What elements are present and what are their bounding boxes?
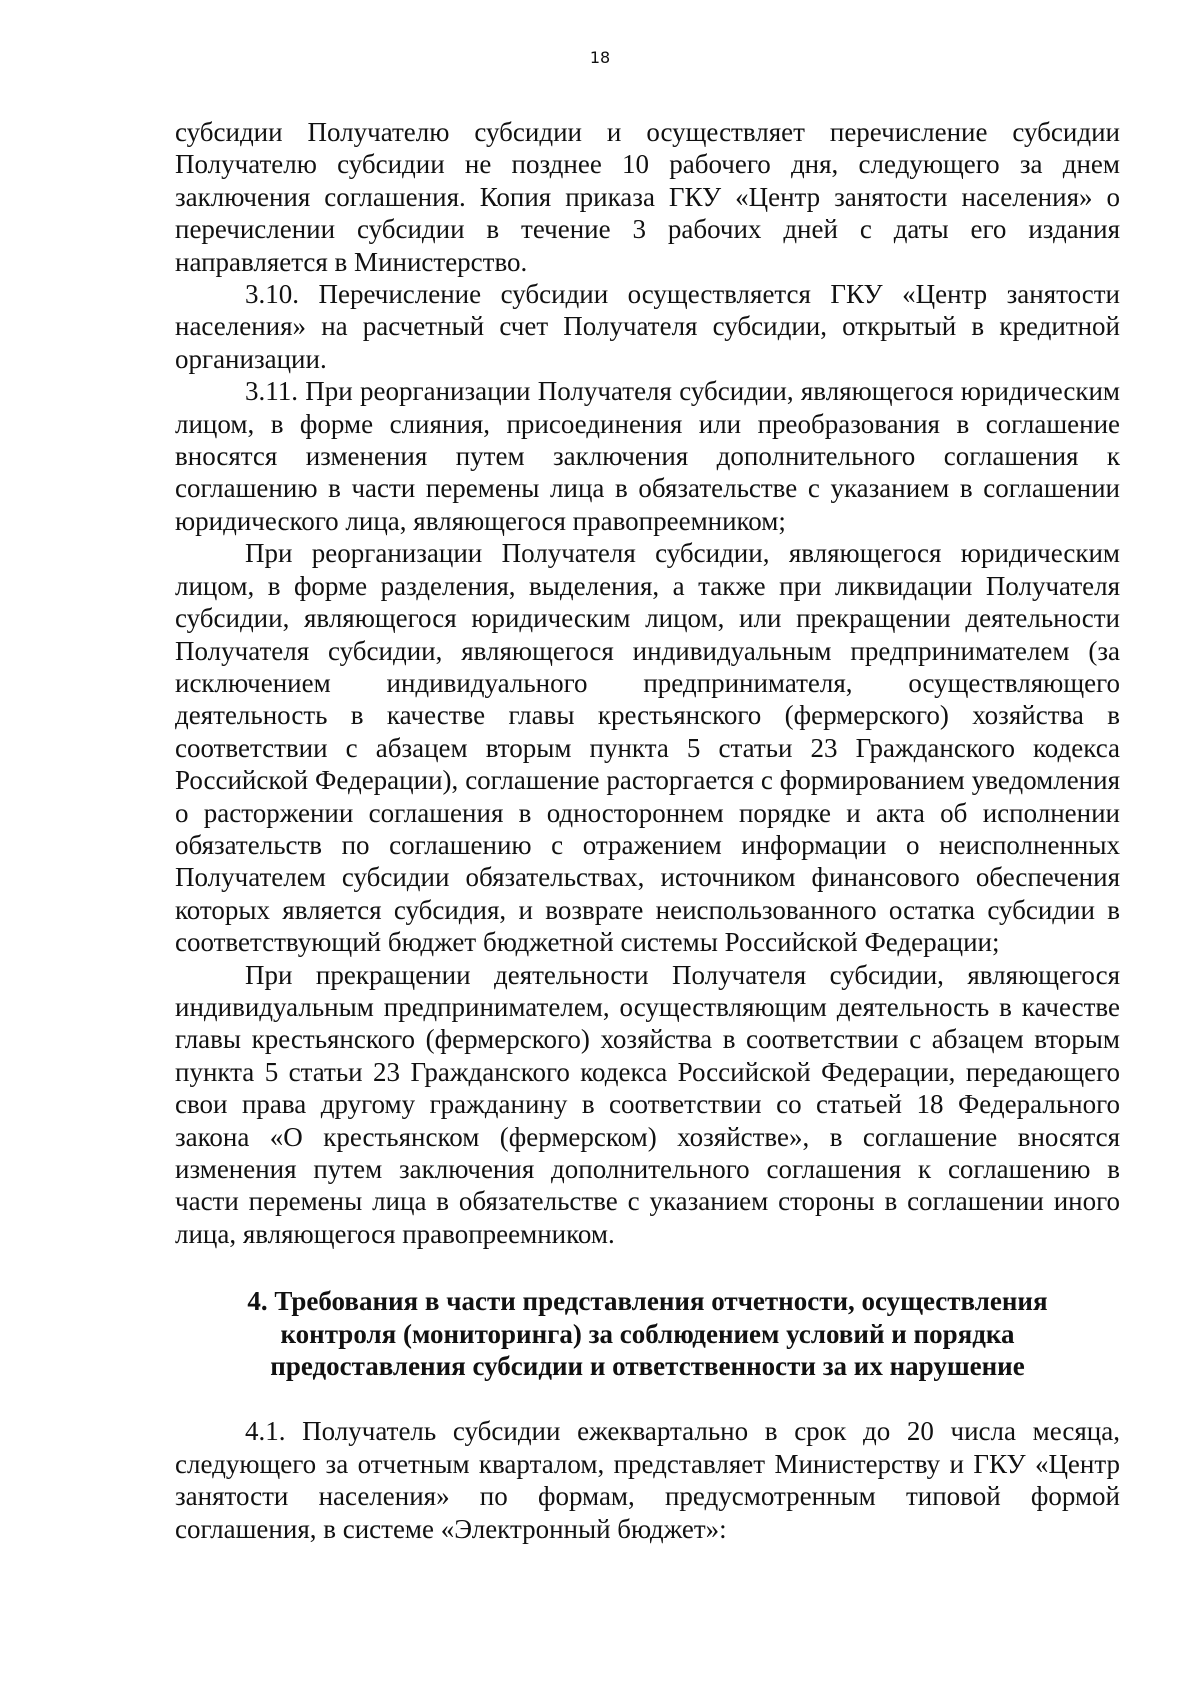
paragraph-3-11: 3.11. При реорганизации Получателя субсидии, являющегося юридическим лицом, в форме слияния, присоединения или преобразования в соглашение вносятся изменения путем заключения дополнительного соглашения к соглашению в части перемены лица в обязательстве с указанием в соглашении юридического лица, являющегося правопреемником; [175,376,1120,536]
document-body [175,116,1120,1545]
paragraph-reorganization: При реорганизации Получателя субсидии, являющегося юридическим лицом, в форме разделения, выделения, а также при ликвидации Получателя субсидии, являющегося юридическим лицом, или прекращении деятельности Получателя субсидии, являющегося индивидуальным предпринимателем (за исключением индивидуального предпринимателя, осуществляющего деятельность в качестве главы крестьянского (фермерского) хозяйства в соответствии с абзацем вторым пункта 5 статьи 23 Гражданского кодекса Российской Федерации), соглашение расторгается с формированием уведомления о расторжении соглашения в одностороннем порядке и акта об исполнении обязательств по соглашению с отражением информации о неисполненных Получателем субсидии обязательствах, источником финансового обеспечения которых является субсидия, и возврате неиспользованного остатка субсидии в соответствующий бюджет бюджетной системы Российской Федерации; [175,538,1120,958]
section-heading [205,1285,1090,1382]
page-number: 18 [589,48,611,67]
section-heading-line: контроля (мониторинга) за соблюдением условий и порядка [280,1318,1015,1349]
paragraph-4-1: 4.1. Получатель субсидии ежеквартально в срок до 20 числа месяца, следующего за отчетным кварталом, представляет Министерству и ГКУ «Центр занятости населения» по формам, предусмотренным типовой формой соглашения, в системе «Электронный бюджет»: [175,1416,1120,1544]
paragraph-continuation: субсидии Получателю субсидии и осуществляет перечисление субсидии Получателю субсидии не позднее 10 рабочего дня, следующего за днем заключения соглашения. Копия приказа ГКУ «Центр занятости населения» о перечислении субсидии в течение 3 рабочих дней с даты его издания направляется в Министерство. [175,117,1120,277]
paragraph-termination: При прекращении деятельности Получателя субсидии, являющегося индивидуальным предпринимателем, осуществляющим деятельность в качестве главы крестьянского (фермерского) хозяйства в соответствии с абзацем вторым пункта 5 статьи 23 Гражданского кодекса Российской Федерации, передающего свои права другому гражданину в соответствии со статьей 18 Федерального закона «О крестьянском (фермерском) хозяйстве», в соглашение вносятся изменения путем заключения дополнительного соглашения к соглашению в части перемены лица в обязательстве с указанием стороны в соглашении иного лица, являющегося правопреемником. [175,959,1120,1249]
section-heading-line: 4. Требования в части представления отчетности, осуществления [247,1286,1048,1317]
section-heading-line: предоставления субсидии и ответственности за их нарушение [270,1351,1025,1382]
paragraph-3-10: 3.10. Перечисление субсидии осуществляется ГКУ «Центр занятости населения» на расчетный счет Получателя субсидии, открытый в кредитной организации. [175,279,1120,374]
